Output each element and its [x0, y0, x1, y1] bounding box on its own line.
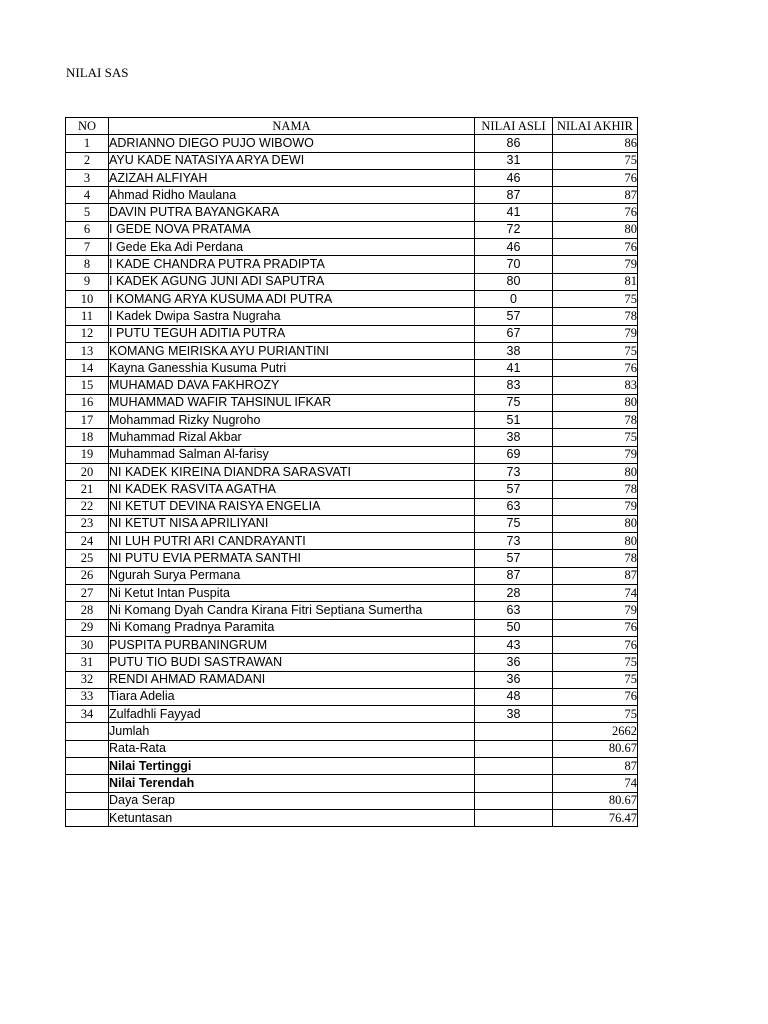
summary-label: Jumlah — [109, 723, 475, 740]
row-number: 9 — [66, 273, 109, 290]
page-title: NILAI SAS — [66, 65, 129, 80]
student-name: I GEDE NOVA PRATAMA — [109, 221, 475, 238]
row-number: 19 — [66, 446, 109, 463]
grades-table — [65, 117, 638, 827]
nilai-akhir-value: 75 — [553, 671, 638, 688]
table-row — [66, 463, 638, 480]
row-number: 28 — [66, 602, 109, 619]
table-row — [66, 602, 638, 619]
nilai-asli-value: 38 — [475, 429, 553, 446]
nilai-asli-value: 75 — [475, 515, 553, 532]
student-name: Tiara Adelia — [109, 688, 475, 705]
student-name: AYU KADE NATASIYA ARYA DEWI — [109, 152, 475, 169]
nilai-akhir-value: 76 — [553, 636, 638, 653]
row-number: 10 — [66, 290, 109, 307]
summary-label: Nilai Tertinggi — [109, 757, 475, 774]
nilai-akhir-value: 76 — [553, 688, 638, 705]
row-number: 33 — [66, 688, 109, 705]
table-row — [66, 394, 638, 411]
student-name: Mohammad Rizky Nugroho — [109, 412, 475, 429]
table-row — [66, 636, 638, 653]
row-number: 11 — [66, 308, 109, 325]
row-number: 23 — [66, 515, 109, 532]
table-row — [66, 290, 638, 307]
row-number: 25 — [66, 550, 109, 567]
row-number: 18 — [66, 429, 109, 446]
table-row — [66, 481, 638, 498]
student-name: Zulfadhli Fayyad — [109, 706, 475, 723]
student-name: Muhammad Salman Al-farisy — [109, 446, 475, 463]
row-number: 1 — [66, 135, 109, 152]
nilai-asli-value: 69 — [475, 446, 553, 463]
summary-label: Daya Serap — [109, 792, 475, 809]
nilai-asli-value: 38 — [475, 706, 553, 723]
summary-empty-asli — [475, 757, 553, 774]
summary-value: 74 — [553, 775, 638, 792]
table-row — [66, 256, 638, 273]
summary-empty-no — [66, 792, 109, 809]
nilai-akhir-value: 80 — [553, 463, 638, 480]
student-name: I KADEK AGUNG JUNI ADI SAPUTRA — [109, 273, 475, 290]
student-name: Ahmad Ridho Maulana — [109, 187, 475, 204]
nilai-akhir-value: 75 — [553, 429, 638, 446]
nilai-akhir-value: 80 — [553, 221, 638, 238]
table-row — [66, 671, 638, 688]
table-row — [66, 619, 638, 636]
summary-row — [66, 757, 638, 774]
nilai-asli-value: 87 — [475, 187, 553, 204]
nilai-akhir-value: 79 — [553, 325, 638, 342]
row-number: 21 — [66, 481, 109, 498]
row-number: 29 — [66, 619, 109, 636]
nilai-asli-value: 36 — [475, 654, 553, 671]
table-row — [66, 533, 638, 550]
nilai-asli-value: 46 — [475, 239, 553, 256]
student-name: ADRIANNO DIEGO PUJO WIBOWO — [109, 135, 475, 152]
nilai-asli-value: 28 — [475, 585, 553, 602]
row-number: 32 — [66, 671, 109, 688]
student-name: KOMANG MEIRISKA AYU PURIANTINI — [109, 342, 475, 359]
student-name: DAVIN PUTRA BAYANGKARA — [109, 204, 475, 221]
table-row — [66, 585, 638, 602]
table-row — [66, 273, 638, 290]
nilai-asli-value: 38 — [475, 342, 553, 359]
row-number: 30 — [66, 636, 109, 653]
table-row — [66, 169, 638, 186]
nilai-asli-value: 41 — [475, 204, 553, 221]
summary-value: 76.47 — [553, 809, 638, 826]
row-number: 3 — [66, 169, 109, 186]
table-row — [66, 239, 638, 256]
nilai-asli-value: 31 — [475, 152, 553, 169]
summary-empty-no — [66, 723, 109, 740]
table-row — [66, 152, 638, 169]
summary-row — [66, 775, 638, 792]
nilai-akhir-value: 76 — [553, 239, 638, 256]
row-number: 16 — [66, 394, 109, 411]
nilai-asli-value: 63 — [475, 498, 553, 515]
student-name: PUTU TIO BUDI SASTRAWAN — [109, 654, 475, 671]
student-name: PUSPITA PURBANINGRUM — [109, 636, 475, 653]
table-row — [66, 567, 638, 584]
summary-row — [66, 740, 638, 757]
nilai-asli-value: 70 — [475, 256, 553, 273]
row-number: 8 — [66, 256, 109, 273]
nilai-akhir-value: 83 — [553, 377, 638, 394]
student-name: Ngurah Surya Permana — [109, 567, 475, 584]
student-name: Ni Komang Dyah Candra Kirana Fitri Septiana Sumertha — [109, 602, 475, 619]
row-number: 31 — [66, 654, 109, 671]
student-name: I KOMANG ARYA KUSUMA ADI PUTRA — [109, 290, 475, 307]
row-number: 5 — [66, 204, 109, 221]
table-row — [66, 429, 638, 446]
nilai-akhir-value: 75 — [553, 706, 638, 723]
row-number: 34 — [66, 706, 109, 723]
nilai-asli-value: 57 — [475, 550, 553, 567]
student-name: NI PUTU EVIA PERMATA SANTHI — [109, 550, 475, 567]
student-name: Muhammad Rizal Akbar — [109, 429, 475, 446]
row-number: 24 — [66, 533, 109, 550]
row-number: 4 — [66, 187, 109, 204]
summary-empty-asli — [475, 809, 553, 826]
nilai-akhir-value: 75 — [553, 290, 638, 307]
nilai-asli-value: 75 — [475, 394, 553, 411]
table-row — [66, 654, 638, 671]
nilai-asli-value: 57 — [475, 481, 553, 498]
summary-empty-asli — [475, 792, 553, 809]
summary-empty-asli — [475, 723, 553, 740]
nilai-akhir-value: 75 — [553, 654, 638, 671]
summary-label: Nilai Terendah — [109, 775, 475, 792]
nilai-akhir-value: 74 — [553, 585, 638, 602]
table-header-row — [66, 118, 638, 135]
table-row — [66, 308, 638, 325]
nilai-asli-value: 80 — [475, 273, 553, 290]
row-number: 6 — [66, 221, 109, 238]
row-number: 17 — [66, 412, 109, 429]
nilai-akhir-value: 87 — [553, 187, 638, 204]
nilai-asli-value: 43 — [475, 636, 553, 653]
student-name: I KADE CHANDRA PUTRA PRADIPTA — [109, 256, 475, 273]
summary-value: 80.67 — [553, 740, 638, 757]
student-name: NI KETUT DEVINA RAISYA ENGELIA — [109, 498, 475, 515]
row-number: 22 — [66, 498, 109, 515]
row-number: 26 — [66, 567, 109, 584]
table-row — [66, 498, 638, 515]
nilai-asli-value: 0 — [475, 290, 553, 307]
summary-value: 87 — [553, 757, 638, 774]
student-name: NI KETUT NISA APRILIYANI — [109, 515, 475, 532]
row-number: 27 — [66, 585, 109, 602]
student-rows — [66, 135, 638, 723]
table-row — [66, 412, 638, 429]
nilai-akhir-value: 79 — [553, 446, 638, 463]
table-row — [66, 550, 638, 567]
nilai-akhir-value: 76 — [553, 204, 638, 221]
student-name: MUHAMMAD WAFIR TAHSINUL IFKAR — [109, 394, 475, 411]
table-row — [66, 446, 638, 463]
nilai-akhir-value: 80 — [553, 515, 638, 532]
header-nilai-asli: NILAI ASLI — [475, 118, 553, 135]
table-row — [66, 515, 638, 532]
summary-empty-no — [66, 740, 109, 757]
nilai-asli-value: 67 — [475, 325, 553, 342]
nilai-akhir-value: 75 — [553, 342, 638, 359]
summary-empty-asli — [475, 775, 553, 792]
nilai-akhir-value: 80 — [553, 533, 638, 550]
nilai-akhir-value: 81 — [553, 273, 638, 290]
nilai-asli-value: 83 — [475, 377, 553, 394]
row-number: 2 — [66, 152, 109, 169]
summary-empty-no — [66, 775, 109, 792]
nilai-asli-value: 46 — [475, 169, 553, 186]
nilai-akhir-value: 76 — [553, 169, 638, 186]
nilai-akhir-value: 80 — [553, 394, 638, 411]
student-name: Ni Ketut Intan Puspita — [109, 585, 475, 602]
table-row — [66, 221, 638, 238]
row-number: 12 — [66, 325, 109, 342]
nilai-akhir-value: 78 — [553, 308, 638, 325]
nilai-asli-value: 72 — [475, 221, 553, 238]
nilai-akhir-value: 78 — [553, 412, 638, 429]
nilai-akhir-value: 87 — [553, 567, 638, 584]
student-name: Kayna Ganesshia Kusuma Putri — [109, 360, 475, 377]
summary-empty-asli — [475, 740, 553, 757]
summary-empty-no — [66, 757, 109, 774]
table-row — [66, 360, 638, 377]
summary-label: Rata-Rata — [109, 740, 475, 757]
nilai-asli-value: 57 — [475, 308, 553, 325]
header-nilai-akhir: NILAI AKHIR — [553, 118, 638, 135]
summary-row — [66, 792, 638, 809]
nilai-akhir-value: 79 — [553, 602, 638, 619]
header-nama: NAMA — [109, 118, 475, 135]
nilai-asli-value: 73 — [475, 533, 553, 550]
row-number: 7 — [66, 239, 109, 256]
table-row — [66, 688, 638, 705]
summary-row — [66, 723, 638, 740]
nilai-akhir-value: 76 — [553, 360, 638, 377]
student-name: I Kadek Dwipa Sastra Nugraha — [109, 308, 475, 325]
nilai-asli-value: 63 — [475, 602, 553, 619]
nilai-asli-value: 73 — [475, 463, 553, 480]
nilai-asli-value: 50 — [475, 619, 553, 636]
student-name: NI KADEK RASVITA AGATHA — [109, 481, 475, 498]
nilai-asli-value: 87 — [475, 567, 553, 584]
table-row — [66, 204, 638, 221]
table-row — [66, 377, 638, 394]
header-no: NO — [66, 118, 109, 135]
summary-empty-no — [66, 809, 109, 826]
nilai-akhir-value: 78 — [553, 481, 638, 498]
nilai-akhir-value: 75 — [553, 152, 638, 169]
nilai-akhir-value: 76 — [553, 619, 638, 636]
summary-row — [66, 809, 638, 826]
student-name: Ni Komang Pradnya Paramita — [109, 619, 475, 636]
nilai-asli-value: 86 — [475, 135, 553, 152]
nilai-akhir-value: 78 — [553, 550, 638, 567]
student-name: NI LUH PUTRI ARI CANDRAYANTI — [109, 533, 475, 550]
summary-value: 2662 — [553, 723, 638, 740]
row-number: 20 — [66, 463, 109, 480]
table-row — [66, 187, 638, 204]
student-name: NI KADEK KIREINA DIANDRA SARASVATI — [109, 463, 475, 480]
row-number: 15 — [66, 377, 109, 394]
summary-label: Ketuntasan — [109, 809, 475, 826]
nilai-asli-value: 36 — [475, 671, 553, 688]
row-number: 14 — [66, 360, 109, 377]
summary-value: 80.67 — [553, 792, 638, 809]
nilai-akhir-value: 79 — [553, 498, 638, 515]
student-name: MUHAMAD DAVA FAKHROZY — [109, 377, 475, 394]
nilai-asli-value: 51 — [475, 412, 553, 429]
nilai-akhir-value: 79 — [553, 256, 638, 273]
nilai-asli-value: 48 — [475, 688, 553, 705]
table-row — [66, 706, 638, 723]
student-name: AZIZAH ALFIYAH — [109, 169, 475, 186]
nilai-akhir-value: 86 — [553, 135, 638, 152]
table-row — [66, 325, 638, 342]
table-row — [66, 135, 638, 152]
nilai-asli-value: 41 — [475, 360, 553, 377]
student-name: RENDI AHMAD RAMADANI — [109, 671, 475, 688]
row-number: 13 — [66, 342, 109, 359]
summary-rows — [66, 723, 638, 827]
student-name: I PUTU TEGUH ADITIA PUTRA — [109, 325, 475, 342]
student-name: I Gede Eka Adi Perdana — [109, 239, 475, 256]
table-row — [66, 342, 638, 359]
